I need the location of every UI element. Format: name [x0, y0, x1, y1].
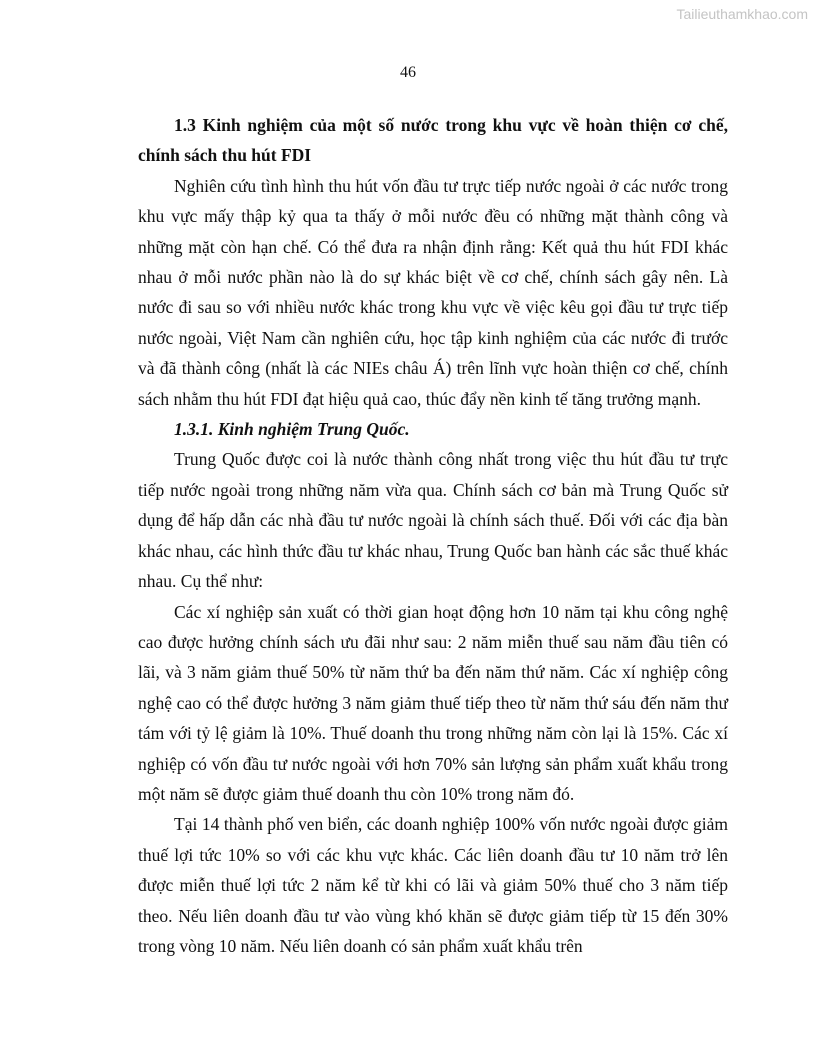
subsection-heading: 1.3.1. Kinh nghiệm Trung Quốc. [174, 419, 410, 440]
watermark: Tailieuthamkhao.com [676, 6, 808, 22]
intro-paragraph: Nghiên cứu tình hình thu hút vốn đầu tư trực tiếp nước ngoài ở các nước trong khu vực mấy thập kỷ qua ta thấy ở mỗi nước đều có những mặt thành công và những mặt còn hạn chế. Có thể đưa ra nhận định rằng: Kết quả thu hút FDI khác nhau ở mỗi nước phần nào là do sự khác biệt về cơ chế, chính sách gây nên. Là nước đi sau so với nhiều nước khác trong khu vực về việc kêu gọi đầu tư trực tiếp nước ngoài, Việt Nam cần nghiên cứu, học tập kinh nghiệm của các nước đi trước và đã thành công (nhất là các NIEs châu Á) trên lĩnh vực hoàn thiện cơ chế, chính sách nhằm thu hút FDI đạt hiệu quả cao, thúc đẩy nền kinh tế tăng trưởng mạnh. [138, 175, 728, 409]
page-number: 46 [400, 64, 416, 81]
document-body [138, 110, 728, 961]
paragraph: Trung Quốc được coi là nước thành công nhất trong việc thu hút đầu tư trực tiếp nước ngoài trong những năm vừa qua. Chính sách cơ bản mà Trung Quốc sử dụng để hấp dẫn các nhà đầu tư nước ngoài là chính sách thuế. Đối với các địa bàn khác nhau, các hình thức đầu tư khác nhau, Trung Quốc ban hành các sắc thuế khác nhau. Cụ thể như: [138, 449, 728, 592]
paragraph: Tại 14 thành phố ven biển, các doanh nghiệp 100% vốn nước ngoài được giảm thuế lợi tức 10% so với các khu vực khác. Các liên doanh đầu tư 10 năm trở lên được miễn thuế lợi tức 2 năm kể từ khi có lãi và giảm 50% thuế cho 3 năm tiếp theo. Nếu liên doanh đầu tư vào vùng khó khăn sẽ được giảm tiếp từ 15 đến 30% trong vòng 10 năm. Nếu liên doanh có sản phẩm xuất khẩu trên [138, 814, 728, 956]
paragraph: Các xí nghiệp sản xuất có thời gian hoạt động hơn 10 năm tại khu công nghệ cao được hưởng chính sách ưu đãi như sau: 2 năm miễn thuế sau năm đầu tiên có lãi, và 3 năm giảm thuế 50% từ năm thứ ba đến năm thứ năm. Các xí nghiệp công nghệ cao có thể được hưởng 3 năm giảm thuế tiếp theo từ năm thứ sáu đến năm thư tám với tỷ lệ giảm là 10%. Thuế doanh thu trong những năm còn lại là 15%. Các xí nghiệp có vốn đầu tư nước ngoài với hơn 70% sản lượng sản phẩm xuất khẩu trong một năm sẽ được giảm thuế doanh thu còn 10% trong năm đó. [138, 601, 728, 804]
section-heading: 1.3 Kinh nghiệm của một số nước trong khu vực về hoàn thiện cơ chế, chính sách thu hút FDI [138, 115, 728, 166]
